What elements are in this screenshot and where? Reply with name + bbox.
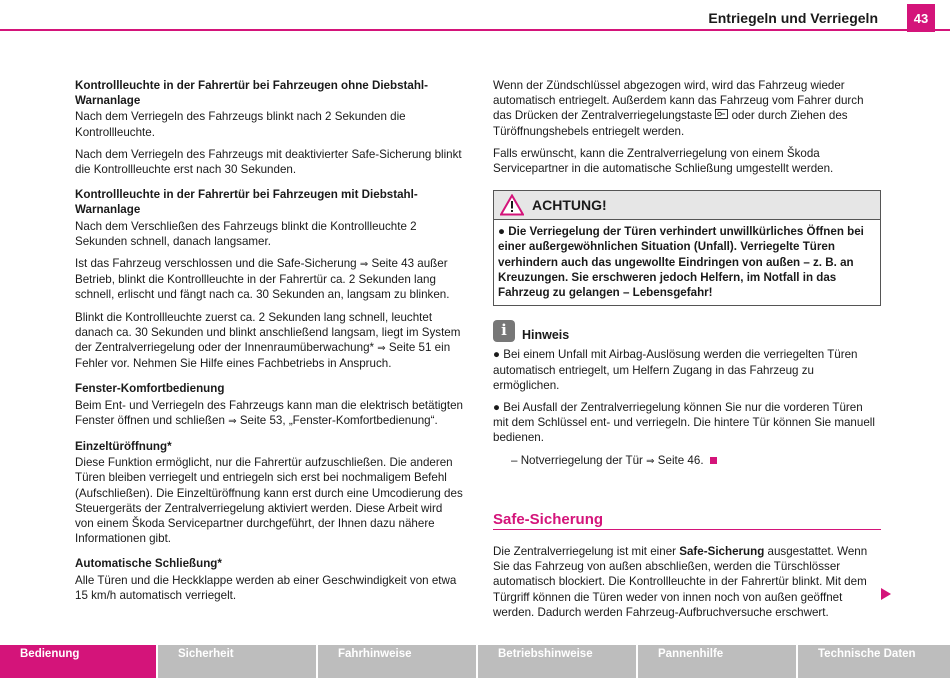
paragraph: Blinkt die Kontrollleuchte zuerst ca. 2 Sekunden lang schnell, leuchtet danach ca. 30 Sekunden und blinkt anschließend langsam, liegt im System der Zentralverriegelung oder der Innenraumüberwachung* ⇒ Seite 51 ein Fehler vor. Nehmen Sie Hilfe eines Fachbetriebs in Anspruch.: [75, 310, 461, 371]
reference-arrow-icon: ⇒: [359, 259, 369, 271]
paragraph: Nach dem Verriegeln des Fahrzeugs blinkt nach 2 Sekunden die Kontrollleuchte.: [75, 110, 406, 139]
note-title: Hinweis: [522, 328, 570, 343]
warning-triangle-icon: [500, 194, 524, 216]
heading-kontrollleuchte-ohne-dwa: Kontrollleuchte in der Fahrertür bei Fahrzeugen ohne Diebstahl-Warnanlage: [75, 79, 429, 108]
page-reference[interactable]: Seite 53, „Fenster-Komfortbedienung“.: [239, 413, 438, 427]
tab-pannenhilfe[interactable]: Pannenhilfe: [636, 645, 796, 678]
paragraph: Nach dem Verriegeln des Fahrzeugs mit deaktivierter Safe-Sicherung blinkt die Kontrollleuchte erst nach 30 Sekunden.: [75, 147, 462, 177]
heading-automatische-schliessung: Automatische Schließung*: [75, 557, 222, 571]
tab-sicherheit[interactable]: Sicherheit: [156, 645, 316, 678]
page-reference[interactable]: Seite 46.: [657, 453, 704, 467]
heading-fenster-komfortbedienung: Fenster-Komfortbedienung: [75, 382, 225, 396]
list-item: – Notverriegelung der Tür ⇒ Seite 46.: [493, 453, 881, 469]
paragraph: Ist das Fahrzeug verschlossen und die Safe-Sicherung ⇒ Seite 43 außer Betrieb, blinkt die Kontrollleuchte in der Fahrertür ca. 2 Sekunden lang schnell, erlischt und fängt nach ca. 30 Sekunden an, langsam zu blinken.: [75, 257, 450, 302]
paragraph: Alle Türen und die Heckklappe werden ab einer Geschwindigkeit von etwa 15 km/h automatisch verriegelt.: [75, 573, 457, 602]
warning-header: [494, 191, 880, 220]
info-icon: i: [493, 320, 515, 342]
warning-text: ● Die Verriegelung der Türen verhindert unwillkürliches Öffnen bei einer außergewöhnlichen Situation (Unfall). Verriegelte Türen verhindern auch das ungewollte Eindringen von außen – z. B. an Kreuzungen. Sie erschweren jedoch Helfern, im Notfall in das Fahrzeug zu gelangen – Lebensgefahr!: [498, 225, 864, 300]
note-header: [493, 318, 881, 343]
warning-box: [493, 190, 881, 306]
next-page-arrow-icon[interactable]: [881, 588, 891, 600]
paragraph: Nach dem Verschließen des Fahrzeugs blinkt die Kontrollleuchte 2 Sekunden schnell, danach langsamer.: [75, 219, 417, 248]
left-column: [75, 78, 463, 610]
page-reference[interactable]: Seite 51 ein Fehler vor. Nehmen Sie Hilfe eines Fachbetriebs in Anspruch.: [75, 341, 451, 371]
paragraph: Diese Funktion ermöglicht, nur die Fahrertür aufzuschließen. Die anderen Türen bleiben verriegelt und entriegeln sich erst bei nochmaligem Befehl (Aufschließen). Die Einzeltüröffnung kann erst durch eine Umcodierung des Steuergeräts der Zentralverriegelung aktiviert werden. Diese Arbeit wird von einem Škoda Servicepartner durchgeführt, der Ihnen dazu nähere Informationen gibt.: [75, 456, 463, 546]
tab-betriebshinweise[interactable]: Betriebshinweise: [476, 645, 636, 678]
unlock-button-icon: [715, 109, 728, 119]
header-title: Entriegeln und Verriegeln: [708, 10, 878, 26]
header-divider: [0, 29, 950, 31]
dash-icon: –: [511, 453, 518, 467]
tab-technische-daten[interactable]: Technische Daten: [796, 645, 950, 678]
paragraph: Beim Ent- und Verriegeln des Fahrzeugs kann man die elektrisch betätigten Fenster öffnen und schließen ⇒ Seite 53, „Fenster-Komfortbedienung“.: [75, 398, 463, 427]
bullet-icon: ●: [498, 225, 506, 239]
reference-arrow-icon: ⇒: [377, 343, 386, 355]
page-reference[interactable]: Seite 43 außer Betrieb, blinkt die Kontrollleuchte in der Fahrertür ca. 2 Sekunden lang schnell, erlischt und fängt nach ca. 30 Sekunden an, langsam zu blinken.: [75, 257, 450, 302]
list-item: ● Bei Ausfall der Zentralverriegelung können Sie nur die vorderen Türen mit dem Schlüssel ent- und verriegeln. Die hintere Tür können Sie manuell bedienen.: [493, 401, 875, 445]
footer-nav: [0, 645, 950, 678]
bullet-icon: ●: [493, 401, 501, 415]
paragraph: Falls erwünscht, kann die Zentralverriegelung von einem Škoda Servicepartner in die automatische Schließung umgestellt werden.: [493, 146, 834, 176]
warning-title: ACHTUNG!: [532, 196, 607, 213]
reference-arrow-icon: ⇒: [228, 415, 237, 427]
reference-arrow-icon: ⇒: [646, 455, 655, 467]
tab-fahrhinweise[interactable]: Fahrhinweise: [316, 645, 476, 678]
bullet-icon: ●: [493, 348, 501, 362]
paragraph: Wenn der Zündschlüssel abgezogen wird, wird das Fahrzeug wieder automatisch entriegelt. Außerdem kann das Fahrzeug vom Fahrer durch das Drücken der Zentralverriegelungstaste oder durch Ziehen des Türöffnungshebels entriegelt werden.: [493, 79, 864, 138]
tab-bedienung[interactable]: Bedienung: [0, 645, 156, 678]
paragraph: Die Zentralverriegelung ist mit einer Safe-Sicherung ausgestattet. Wenn Sie das Fahrzeug von außen abschließen, werden die Türschlösser automatisch blockiert. Die Kontrollleuchte in der Fahrertür blinkt. Mit dem Türgriff können die Türen weder von innen noch von außen geöffnet werden. Dadurch werden Fahrzeug-Aufbruchversuche erschwert.: [493, 545, 868, 619]
heading-kontrollleuchte-mit-dwa: Kontrollleuchte in der Fahrertür bei Fahrzeugen mit Diebstahl-Warnanlage: [75, 188, 418, 217]
page-number: 43: [907, 4, 935, 32]
right-column: [493, 78, 881, 627]
section-end-marker-icon: [710, 457, 717, 464]
section-title-safe-sicherung: Safe-Sicherung: [493, 512, 881, 530]
heading-einzeltueroeffnung: Einzeltüröffnung*: [75, 440, 172, 454]
list-item: ● Bei einem Unfall mit Airbag-Auslösung werden die verriegelten Türen automatisch entriegelt, um Helfern Zugang in das Fahrzeug zu ermöglichen.: [493, 348, 858, 392]
